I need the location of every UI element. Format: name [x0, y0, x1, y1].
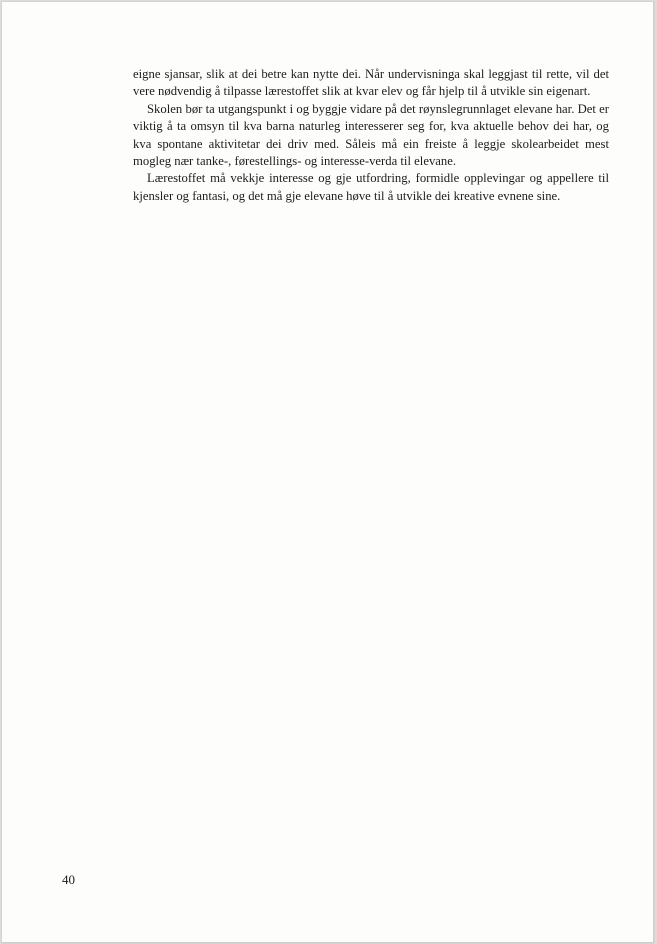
- document-page: [2, 2, 654, 943]
- page-number: 40: [62, 872, 75, 887]
- paragraph-3: Lærestoffet må vekkje interesse og gje utfordring, formidle opplevingar og appellere til kjensler og fantasi, og det må gje elevane høve til å utvikle dei kreative evnene sine.: [133, 171, 609, 203]
- body-text: [133, 66, 609, 205]
- paragraph-1: eigne sjansar, slik at dei betre kan nytte dei. Når undervisninga skal leggjast til rette, vil det vere nødvendig å tilpasse lærestoffet slik at kvar elev og får hjelp til å utvikle sin eigenart.: [133, 67, 609, 99]
- paragraph-2: Skolen bør ta utgangspunkt i og byggje vidare på det røynslegrunnlaget elevane har. Det er viktig å ta omsyn til kva barna naturleg interesserer seg for, kva aktuelle behov dei har, og kva spontane aktivitetar dei driv med. Såleis må ein freiste å leggje skolearbeidet mest mogleg nær tanke-, førestellings- og interesse-verda til elevane.: [133, 101, 609, 169]
